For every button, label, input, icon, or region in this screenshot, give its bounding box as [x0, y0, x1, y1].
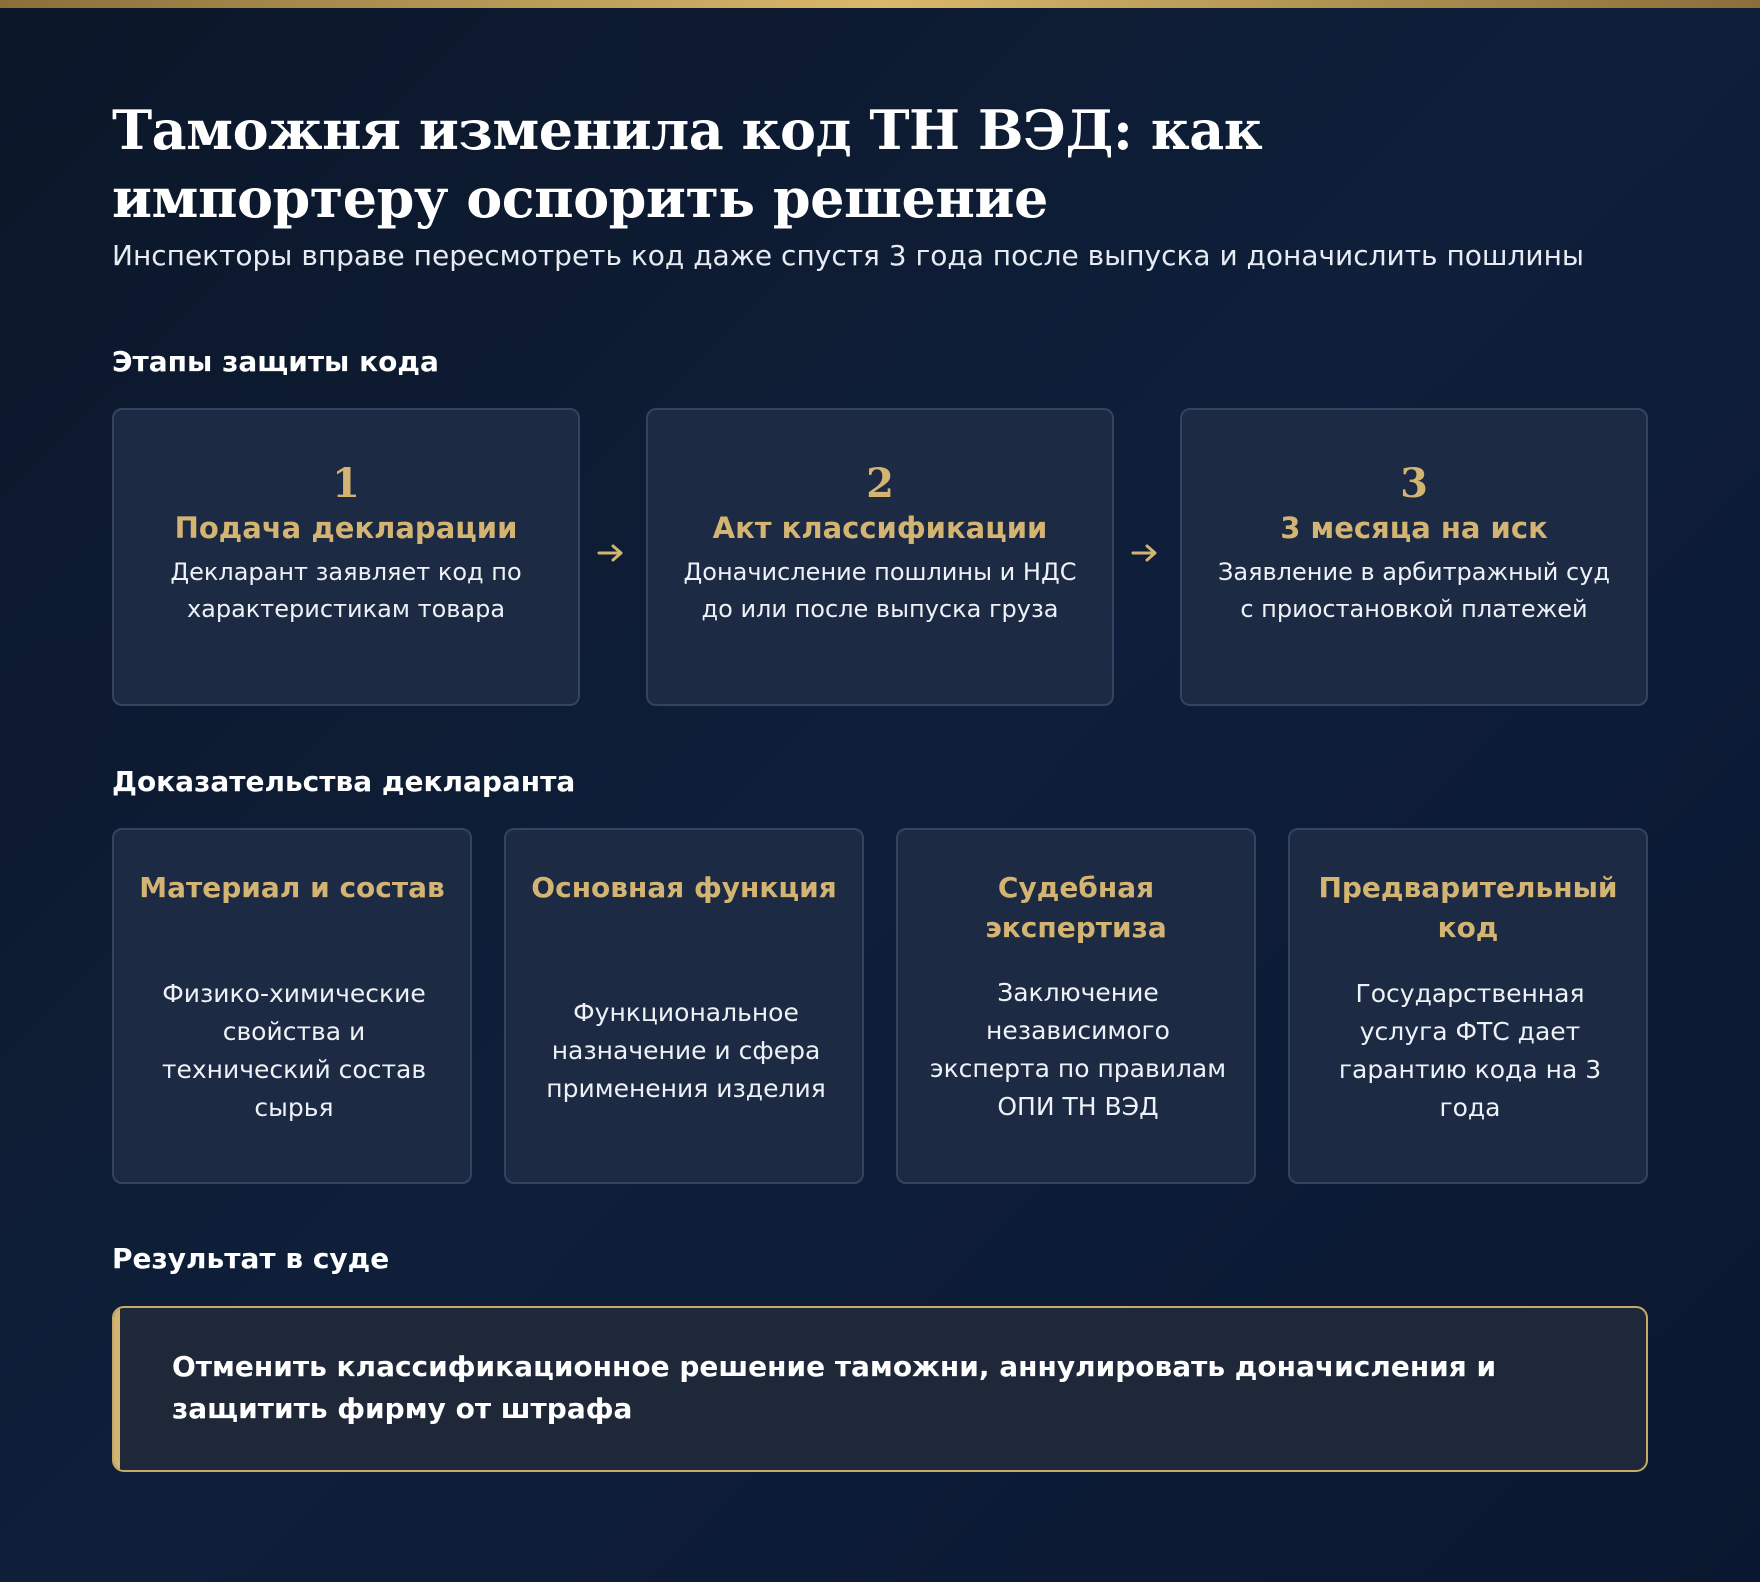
evidence-description: Функциональное назначение и сфера применения изделия: [546, 998, 826, 1103]
evidence-title: Материал и состав: [139, 871, 445, 904]
evidence-card-expertise: [896, 828, 1256, 1184]
evidence-title: Судебная экспертиза: [985, 871, 1167, 944]
steps-section-title: Этапы защиты кода: [112, 345, 439, 378]
step-card-3: [1180, 408, 1648, 706]
result-section-title: Результат в суде: [112, 1242, 390, 1275]
step-number: 2: [866, 460, 894, 507]
evidence-section-title: Доказательства декларанта: [112, 765, 576, 798]
steps-row: [112, 408, 1648, 710]
step-number: 1: [332, 460, 360, 507]
top-accent-bar: [0, 0, 1760, 8]
arrow-right-icon: [596, 538, 626, 568]
step-description: Заявление в арбитражный суд с приостановкой платежей: [1218, 558, 1610, 623]
evidence-card-function: [504, 828, 864, 1184]
step-title: 3 месяца на иск: [1280, 511, 1548, 545]
step-title: Акт классификации: [712, 511, 1048, 545]
step-description: Декларант заявляет код по характеристикам товара: [170, 558, 522, 623]
page-title: Таможня изменила код ТН ВЭД: как импортеру оспорить решение: [112, 98, 1263, 230]
evidence-grid: [112, 828, 1648, 1184]
step-title: Подача декларации: [174, 511, 518, 545]
result-accent-bar: [114, 1308, 120, 1470]
evidence-title: Основная функция: [531, 871, 837, 904]
evidence-description: Заключение независимого эксперта по правилам ОПИ ТН ВЭД: [929, 978, 1227, 1121]
result-callout: [112, 1306, 1648, 1472]
step-card-1: [112, 408, 580, 706]
page-subtitle: Инспекторы вправе пересмотреть код даже спустя 3 года после выпуска и доначислить пошлины: [112, 239, 1585, 272]
evidence-title: Предварительный код: [1318, 871, 1618, 944]
evidence-description: Физико-химические свойства и технический состав сырья: [161, 979, 427, 1122]
arrow-right-icon: [1130, 538, 1160, 568]
step-number: 3: [1400, 460, 1428, 507]
step-card-2: [646, 408, 1114, 706]
evidence-card-preliminary-code: [1288, 828, 1648, 1184]
main-content: [112, 96, 1648, 1425]
result-text: Отменить классификационное решение таможни, аннулировать доначисления и защитить фирму от штрафа: [172, 1350, 1497, 1425]
evidence-card-material: [112, 828, 472, 1184]
evidence-description: Государственная услуга ФТС дает гарантию кода на 3 года: [1338, 979, 1602, 1122]
step-description: Доначисление пошлины и НДС до или после выпуска груза: [683, 558, 1077, 623]
